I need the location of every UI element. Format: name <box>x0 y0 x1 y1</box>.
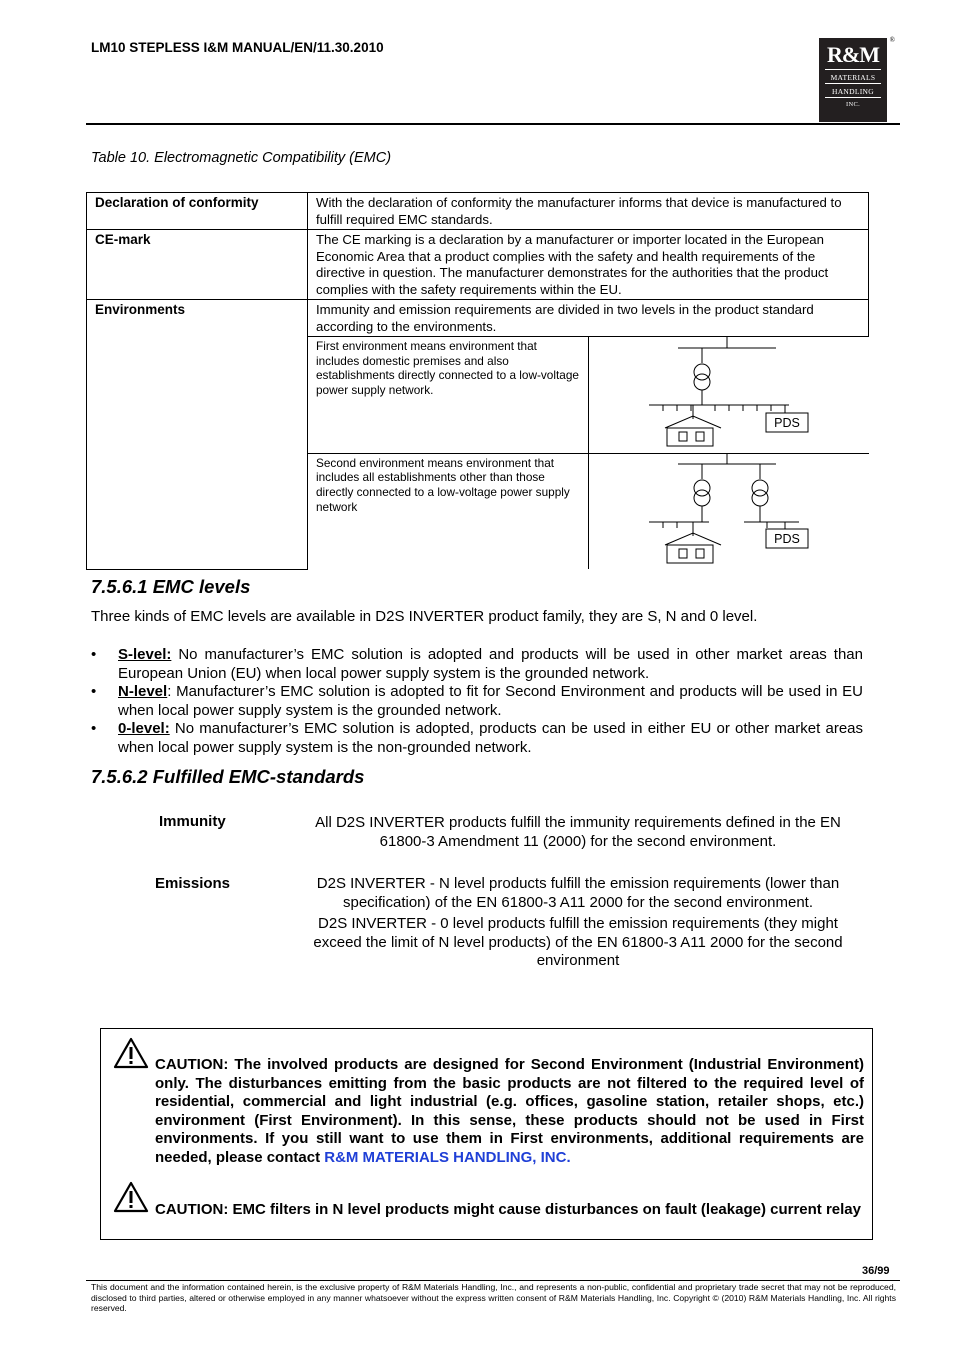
legal-notice: This document and the information contained herein, is the exclusive property of R&M Materials Handling, Inc., and represents a non-public, confidential and proprietary trade secret that may not be reproduced, disclosed to third parties, altered or otherwise employed in any manner whatsoever without the express written consent of R&M Materials Handling, Inc. Copyright © (2010) R&M Materials Handling, Inc. All rights reserved. <box>91 1282 896 1314</box>
pds-label <box>766 529 808 548</box>
emc-standards-heading: 7.5.6.2 Fulfilled EMC-standards <box>91 766 365 787</box>
row-label: Declaration of conformity <box>87 193 308 230</box>
row-text: The CE marking is a declaration by a manufacturer or importer located in the European Economic Area that a product complies with the safety and health requirements of the directive in question. The manufacturer demonstrates for the authorities that the product complies with the safety requirements within the EU. <box>308 230 869 300</box>
level-text: No manufacturer’s EMC solution is adopted, products can be used in either EU or other market areas when local power supply system is the non-grounded network. <box>118 720 863 756</box>
logo-initials: R&M <box>827 42 879 67</box>
company-logo <box>819 36 895 122</box>
bullet-icon: • <box>91 646 97 663</box>
bullet-icon: • <box>91 683 97 700</box>
pds-label <box>766 413 808 432</box>
row-text: With the declaration of conformity the manufacturer informs that device is manufactured to fulfill required EMC standards. <box>308 193 869 230</box>
caution-body: CAUTION: The involved products are designed for Second Environment (Industrial Environment) only. The disturbances emitting from the basic products are not filtered to the required level of residential, commercial and light industrial (e.g. offices, gasoline station, retailer shops, etc.) environment (First Environment). In this sense, these products should not be used in First environments. If you still want to use them in First environments, additional requirements are needed, please contact <box>155 1056 864 1166</box>
first-environment-diagram <box>588 337 869 453</box>
caution-text-environment <box>155 1056 864 1167</box>
emc-table <box>86 192 869 570</box>
environment-row <box>308 337 869 453</box>
table-row <box>87 300 869 337</box>
caution-box <box>100 1028 873 1240</box>
environments-table <box>308 337 869 569</box>
first-environment-text: First environment means environment that includes domestic premises and also establishments directly connected to a low-voltage power supply network. <box>308 337 588 453</box>
logo-inc: INC. <box>825 97 881 108</box>
level-label: N-level <box>118 683 168 700</box>
table-caption: Table 10. Electromagnetic Compatibility (EMC) <box>91 150 392 166</box>
list-item <box>91 720 863 757</box>
pds-text: PDS <box>773 531 800 546</box>
page-number: 36/99 <box>862 1265 890 1277</box>
row-label: Environments <box>87 300 308 570</box>
emc-levels-list <box>91 646 863 757</box>
emc-levels-heading: 7.5.6.1 EMC levels <box>91 576 251 597</box>
environments-cell <box>308 337 869 570</box>
first-environment-schematic <box>589 337 869 449</box>
pds-text: PDS <box>773 416 800 430</box>
header-divider <box>86 123 900 125</box>
immunity-text: All D2S INVERTER products fulfill the immunity requirements defined in the EN 61800-3 Amendment 11 (2000) for the second environment. <box>315 814 841 850</box>
document-title: LM10 STEPLESS I&M MANUAL/EN/11.30.2010 <box>91 40 384 55</box>
warning-icon <box>113 1037 149 1069</box>
emissions-text-n-level: D2S INVERTER - N level products fulfill the emission requirements (lower than specification) of the EN 61800-3 A11 2000 for the second environment. <box>316 875 840 911</box>
emc-levels-intro: Three kinds of EMC levels are available in D2S INVERTER product family, they are S, N and 0 level. <box>91 608 758 625</box>
level-text: : Manufacturer’s EMC solution is adopted to fit for Second Environment and products will be used in EU when local power supply system is the grounded network. <box>118 683 863 719</box>
table-row <box>87 193 869 230</box>
bullet-icon: • <box>91 720 97 737</box>
second-environment-diagram <box>588 453 869 569</box>
emissions-label: Emissions <box>155 875 231 892</box>
second-environment-text: Second environment means environment that includes all establishments other than those directly connected to a low-voltage power supply network <box>308 453 588 569</box>
logo-materials: MATERIALS <box>825 69 881 82</box>
logo-registered-mark: ® <box>889 36 895 44</box>
level-label: S-level: <box>118 646 172 663</box>
list-item <box>91 646 863 683</box>
contact-company-link: R&M MATERIALS HANDLING, INC. <box>324 1148 571 1166</box>
warning-icon <box>113 1181 149 1213</box>
environment-row <box>308 453 869 569</box>
emissions-text-0-level: D2S INVERTER - 0 level products fulfill the emission requirements (they might exceed the limit of N level products) of the EN 61800-3 A11 2000 for the second environment <box>313 915 843 970</box>
second-environment-schematic <box>589 454 869 566</box>
row-text: Immunity and emission requirements are divided in two levels in the product standard according to the environments. <box>308 300 869 337</box>
immunity-label: Immunity <box>159 813 226 830</box>
row-label: CE-mark <box>87 230 308 300</box>
level-text: No manufacturer’s EMC solution is adopted and products will be used in other market areas than European Union (EU) when local power supply system is the grounded network. <box>118 646 863 682</box>
caution-text-filters: CAUTION: EMC filters in N level products might cause disturbances on fault (leakage) current relay <box>155 1201 861 1218</box>
logo-handling: HANDLING <box>825 83 881 96</box>
list-item <box>91 683 863 720</box>
level-label: 0-level: <box>118 720 170 737</box>
footer-divider <box>86 1280 900 1281</box>
table-row <box>87 230 869 300</box>
